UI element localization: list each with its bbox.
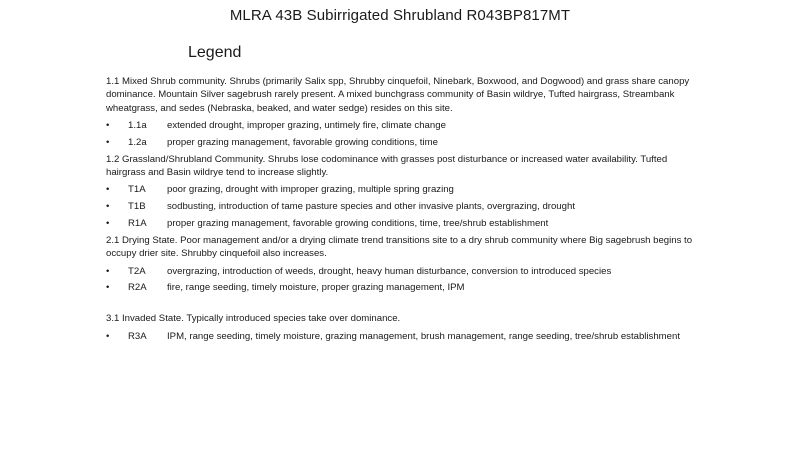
list-item [106,217,706,230]
bullet-icon: • [106,201,110,213]
list-item [106,119,706,132]
state-description: 2.1 Drying State. Poor management and/or a drying climate trend transitions site to a dry shrub community where Big sagebrush begins to occupy drier site. Shrubby cinquefoil also increases. [106,234,693,260]
transition-text: sodbusting, introduction of tame pasture species and other invasive plants, overgrazing, drought [167,201,575,213]
transition-text: poor grazing, drought with improper grazing, multiple spring grazing [167,184,454,196]
transition-code: T1B [128,201,146,213]
bullet-icon: • [106,282,110,294]
bullet-icon: • [106,136,110,148]
transition-code: T1A [128,184,146,196]
spacer [106,298,706,312]
transition-code: R2A [128,282,147,294]
list-item [106,183,706,196]
transition-text: fire, range seeding, timely moisture, proper grazing management, IPM [167,282,465,294]
transition-code: 1.1a [128,119,147,131]
transition-code: 1.2a [128,136,147,148]
transition-code: R3A [128,330,147,342]
list-item [106,330,706,343]
state-description: 3.1 Invaded State. Typically introduced species take over dominance. [106,313,401,325]
legend-heading: Legend [188,44,242,61]
bullet-icon: • [106,184,110,196]
transition-code: T2A [128,265,146,277]
state-description: 1.2 Grassland/Shrubland Community. Shrubs lose codominance with grasses post disturbance or increased water availability. Tufted hairgrass and Basin wildrye tend to increase slightly. [106,153,668,178]
bullet-icon: • [106,119,110,131]
slide-title: MLRA 43B Subirrigated Shrubland R043BP817MT [229,7,571,24]
transition-text: IPM, range seeding, timely moisture, grazing management, brush management, range seeding, tree/shrub establishment [167,330,681,342]
list-item [106,200,706,213]
list-item [106,136,706,149]
bullet-icon: • [106,218,110,230]
list-item [106,281,706,294]
transition-text: proper grazing management, favorable growing conditions, time [167,136,438,148]
transition-text: proper grazing management, favorable growing conditions, time, tree/shrub establishment [167,218,549,230]
bullet-icon: • [106,265,110,277]
list-item [106,265,706,278]
legend-body [106,75,706,347]
transition-code: R1A [128,218,147,230]
bullet-icon: • [106,330,110,342]
transition-text: overgrazing, introduction of weeds, drought, heavy human disturbance, conversion to introduced species [167,265,612,277]
transition-text: extended drought, improper grazing, untimely fire, climate change [167,119,446,131]
state-description: 1.1 Mixed Shrub community. Shrubs (primarily Salix spp, Shrubby cinquefoil, Ninebark, Boxwood, and Dogwood) and grass share canopy dominance. Mountain Silver sagebrush rarely present. A mixed bunchgrass community of Basin wildrye, Tufted hairgrass, Streambank wheatgrass, and sedes (Nebraska, beaked, and water sedge) resides on this site. [106,76,690,114]
